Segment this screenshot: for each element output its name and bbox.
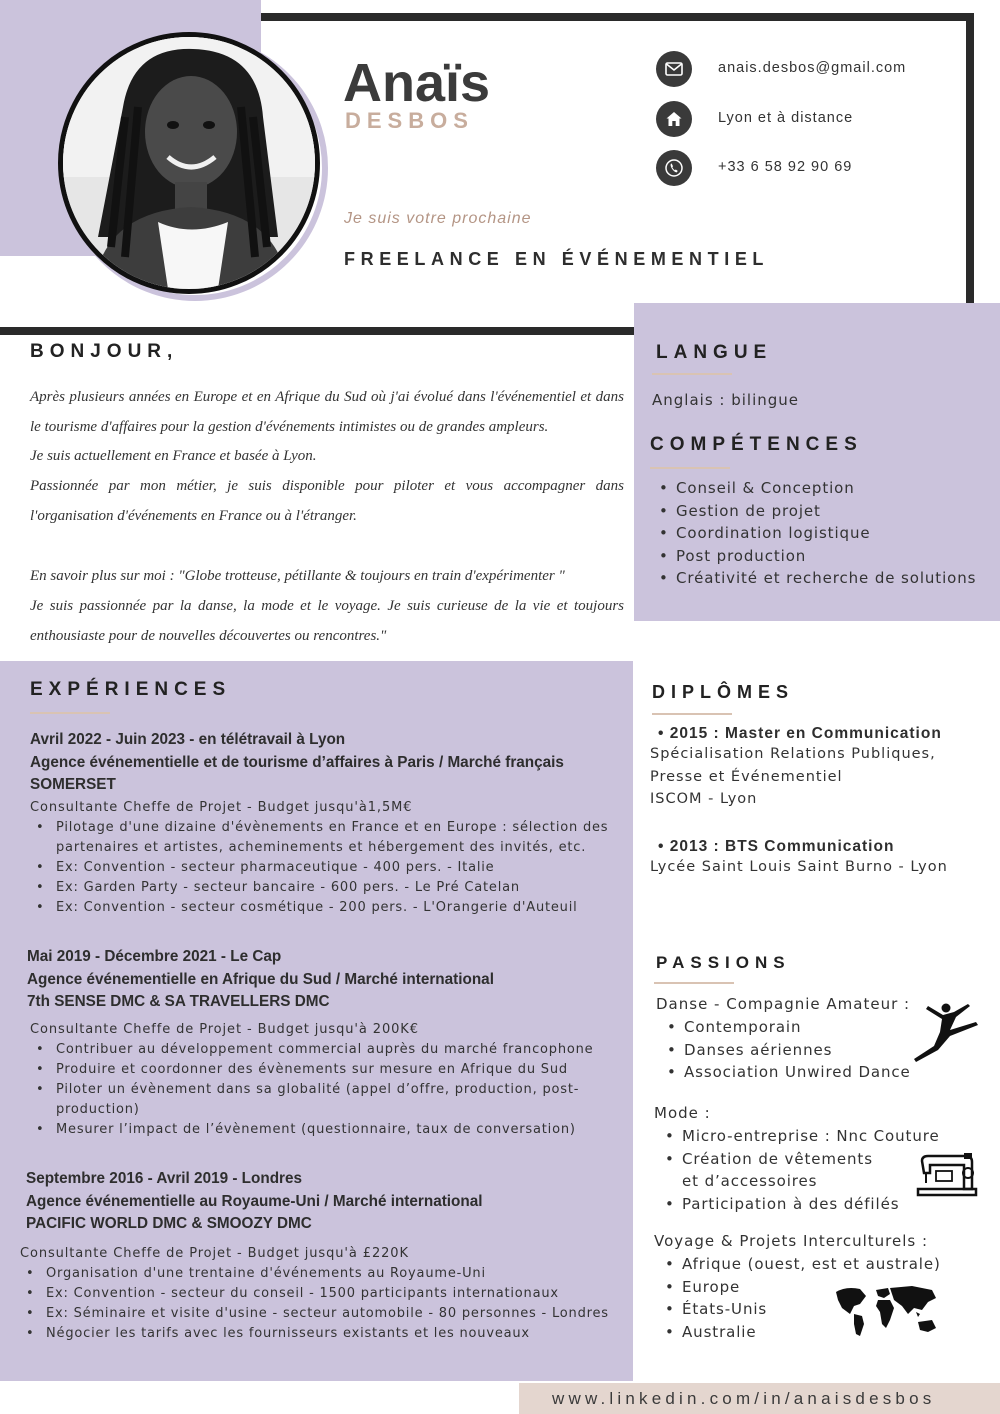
list-item: • Contribuer au développement commercial auprès du marché francophone [30, 1040, 617, 1060]
phone-icon [656, 150, 692, 186]
passion-group-label: Mode : [654, 1104, 711, 1122]
list-item: • Coordination logistique [656, 522, 976, 545]
list-item: • Europe [662, 1276, 941, 1299]
competences-underline [650, 467, 730, 469]
linkedin-link[interactable]: www.linkedin.com/in/anaisdesbos [552, 1389, 936, 1408]
langue-title: LANGUE [656, 342, 773, 363]
contact-email[interactable]: anais.desbos@gmail.com [718, 60, 907, 76]
diploma-master [650, 725, 990, 811]
bullet-icon: • [658, 838, 665, 855]
list-item: • Contemporain [664, 1016, 911, 1039]
list-item: • Micro-entreprise : Nnc Couture [662, 1125, 952, 1148]
job-position: Consultante Cheffe de Projet - Budget jusqu'à 200K€ [30, 1021, 419, 1037]
contact-phone[interactable]: +33 6 58 92 90 69 [718, 159, 853, 175]
list-item: • Conseil & Conception [656, 477, 976, 500]
langue-underline [652, 373, 732, 375]
mail-icon [656, 51, 692, 87]
job-pacific-world [20, 1168, 630, 1344]
list-item: • Ex: Convention - secteur cosmétique - 200 pers. - L'Orangerie d'Auteuil [30, 898, 620, 918]
bonjour-para-5: Je suis passionnée par la danse, la mode et le voyage. Je suis curieuse de la vie et toujours enthousiaste pour de nouvelles découvertes ou rencontres." [30, 598, 624, 644]
diploma-line: ISCOM - Lyon [650, 791, 758, 808]
passion-dance-list [664, 1016, 911, 1084]
passions-title: PASSIONS [656, 953, 791, 972]
world-map-icon [832, 1284, 942, 1346]
job-period: Septembre 2016 - Avril 2019 - Londres [26, 1170, 303, 1187]
bonjour-para-4: En savoir plus sur moi : "Globe trotteuse, pétillante & toujours en train d'expérimenter " [30, 568, 565, 584]
list-item: • Mesurer l’impact de l’évènement (questionnaire, taux de conversation) [30, 1120, 617, 1140]
job-period: Avril 2022 - Juin 2023 - en télétravail à Lyon [30, 731, 346, 748]
job-period: Mai 2019 - Décembre 2021 - Le Cap [27, 948, 282, 965]
bonjour-para-2: Je suis actuellement en France et basée à Lyon. [30, 448, 317, 464]
role-title: FREELANCE EN ÉVÉNEMENTIEL [344, 249, 770, 269]
passion-group-label: Voyage & Projets Interculturels : [654, 1232, 929, 1250]
job-somerset [30, 729, 630, 919]
list-item: • Piloter un évènement dans sa globalité (appel d’offre, production, post-production) [30, 1080, 617, 1120]
job-bullets [30, 818, 620, 919]
diplomes-underline [652, 713, 732, 715]
list-item: • Création de vêtements et d’accessoires [662, 1148, 887, 1193]
job-company: Agence événementielle et de tourisme d’affaires à Paris / Marché français [30, 753, 564, 771]
competences-list [656, 477, 976, 590]
portrait-illustration-icon [63, 37, 315, 289]
diploma-line: Spécialisation Relations Publiques, [650, 746, 936, 762]
list-item: • Danses aériennes [664, 1039, 911, 1062]
competences-title: COMPÉTENCES [650, 434, 863, 455]
list-item: • Organisation d'une trentaine d'événements au Royaume-Uni [20, 1264, 630, 1284]
langue-text: Anglais : bilingue [652, 391, 800, 409]
bonjour-para-3: Passionnée par mon métier, je suis disponible pour piloter et vous accompagner dans l'organisation d'événements en France ou à l'étranger. [30, 478, 624, 524]
job-position: Consultante Cheffe de Projet - Budget jusqu'à £220K [20, 1245, 409, 1261]
experiences-underline [30, 712, 110, 714]
job-company: Agence événementielle en Afrique du Sud / Marché international [27, 970, 494, 988]
list-item: • Ex: Convention - secteur du conseil - 1500 participants internationaux [20, 1284, 630, 1304]
diploma-bts [650, 838, 990, 879]
job-company: Agence événementielle au Royaume-Uni / Marché international [26, 1192, 483, 1210]
passion-group-label: Danse - Compagnie Amateur : [656, 995, 911, 1013]
job-name: SOMERSET [30, 776, 116, 793]
job-7th-sense [27, 946, 627, 1141]
list-item: • Ex: Séminaire et visite d'usine - secteur automobile - 80 personnes - Londres [20, 1304, 630, 1324]
list-item: • Créativité et recherche de solutions [656, 567, 976, 590]
list-item: • Post production [656, 545, 976, 568]
list-item: • Pilotage d'une dizaine d'évènements en France et en Europe : sélection des partenaires et artistes, acheminements et hébergement des invités, etc. [30, 818, 620, 858]
dancer-icon [910, 1000, 980, 1068]
diploma-head: 2015 : Master en Communication [669, 725, 942, 742]
tagline: Je suis votre prochaine [344, 210, 532, 227]
portrait-photo [58, 32, 320, 294]
sewing-machine-icon [916, 1153, 978, 1203]
diploma-head: 2013 : BTS Communication [669, 838, 895, 855]
header-frame-mask [0, 13, 261, 21]
passion-mode-list [662, 1125, 952, 1215]
contact-location: Lyon et à distance [718, 110, 854, 126]
list-item: • Ex: Garden Party - secteur bancaire - 600 pers. - Le Pré Catelan [30, 878, 620, 898]
list-item: • Ex: Convention - secteur pharmaceutique - 400 pers. - Italie [30, 858, 620, 878]
job-name: 7th SENSE DMC & SA TRAVELLERS DMC [27, 993, 330, 1010]
list-item: • Afrique (ouest, est et australe) [662, 1253, 941, 1276]
diplomes-title: DIPLÔMES [652, 682, 795, 702]
bonjour-para-1: Après plusieurs années en Europe et en Afrique du Sud où j'ai évolué dans l'événementiel et dans le tourisme d'affaires pour la gestion d'événements intimistes ou de grandes ampleurs. [30, 389, 624, 435]
list-item: • Produire et coordonner des évènements sur mesure en Afrique du Sud [30, 1060, 617, 1080]
job-name: PACIFIC WORLD DMC & SMOOZY DMC [26, 1215, 312, 1232]
last-name: DESBOS [345, 108, 474, 133]
list-item: • Association Unwired Dance [664, 1061, 911, 1084]
job-bullets [20, 1264, 630, 1345]
job-bullets [27, 1040, 617, 1141]
diploma-line: Lycée Saint Louis Saint Burno - Lyon [650, 859, 948, 875]
bonjour-title: BONJOUR, [30, 341, 179, 362]
home-icon [656, 101, 692, 137]
diploma-line: Presse et Événementiel [650, 768, 843, 785]
first-name: Anaïs [343, 53, 491, 113]
list-item: • Négocier les tarifs avec les fournisseurs existants et les nouveaux [20, 1324, 630, 1344]
job-position: Consultante Cheffe de Projet - Budget jusqu'à1,5M€ [30, 799, 413, 815]
list-item: • Australie [662, 1321, 941, 1344]
list-item: • Participation à des défilés [662, 1193, 952, 1216]
list-item: • Gestion de projet [656, 500, 976, 523]
passions-underline [654, 982, 734, 984]
experiences-title: EXPÉRIENCES [30, 679, 232, 700]
bullet-icon: • [658, 725, 665, 742]
list-item: • États-Unis [662, 1298, 941, 1321]
